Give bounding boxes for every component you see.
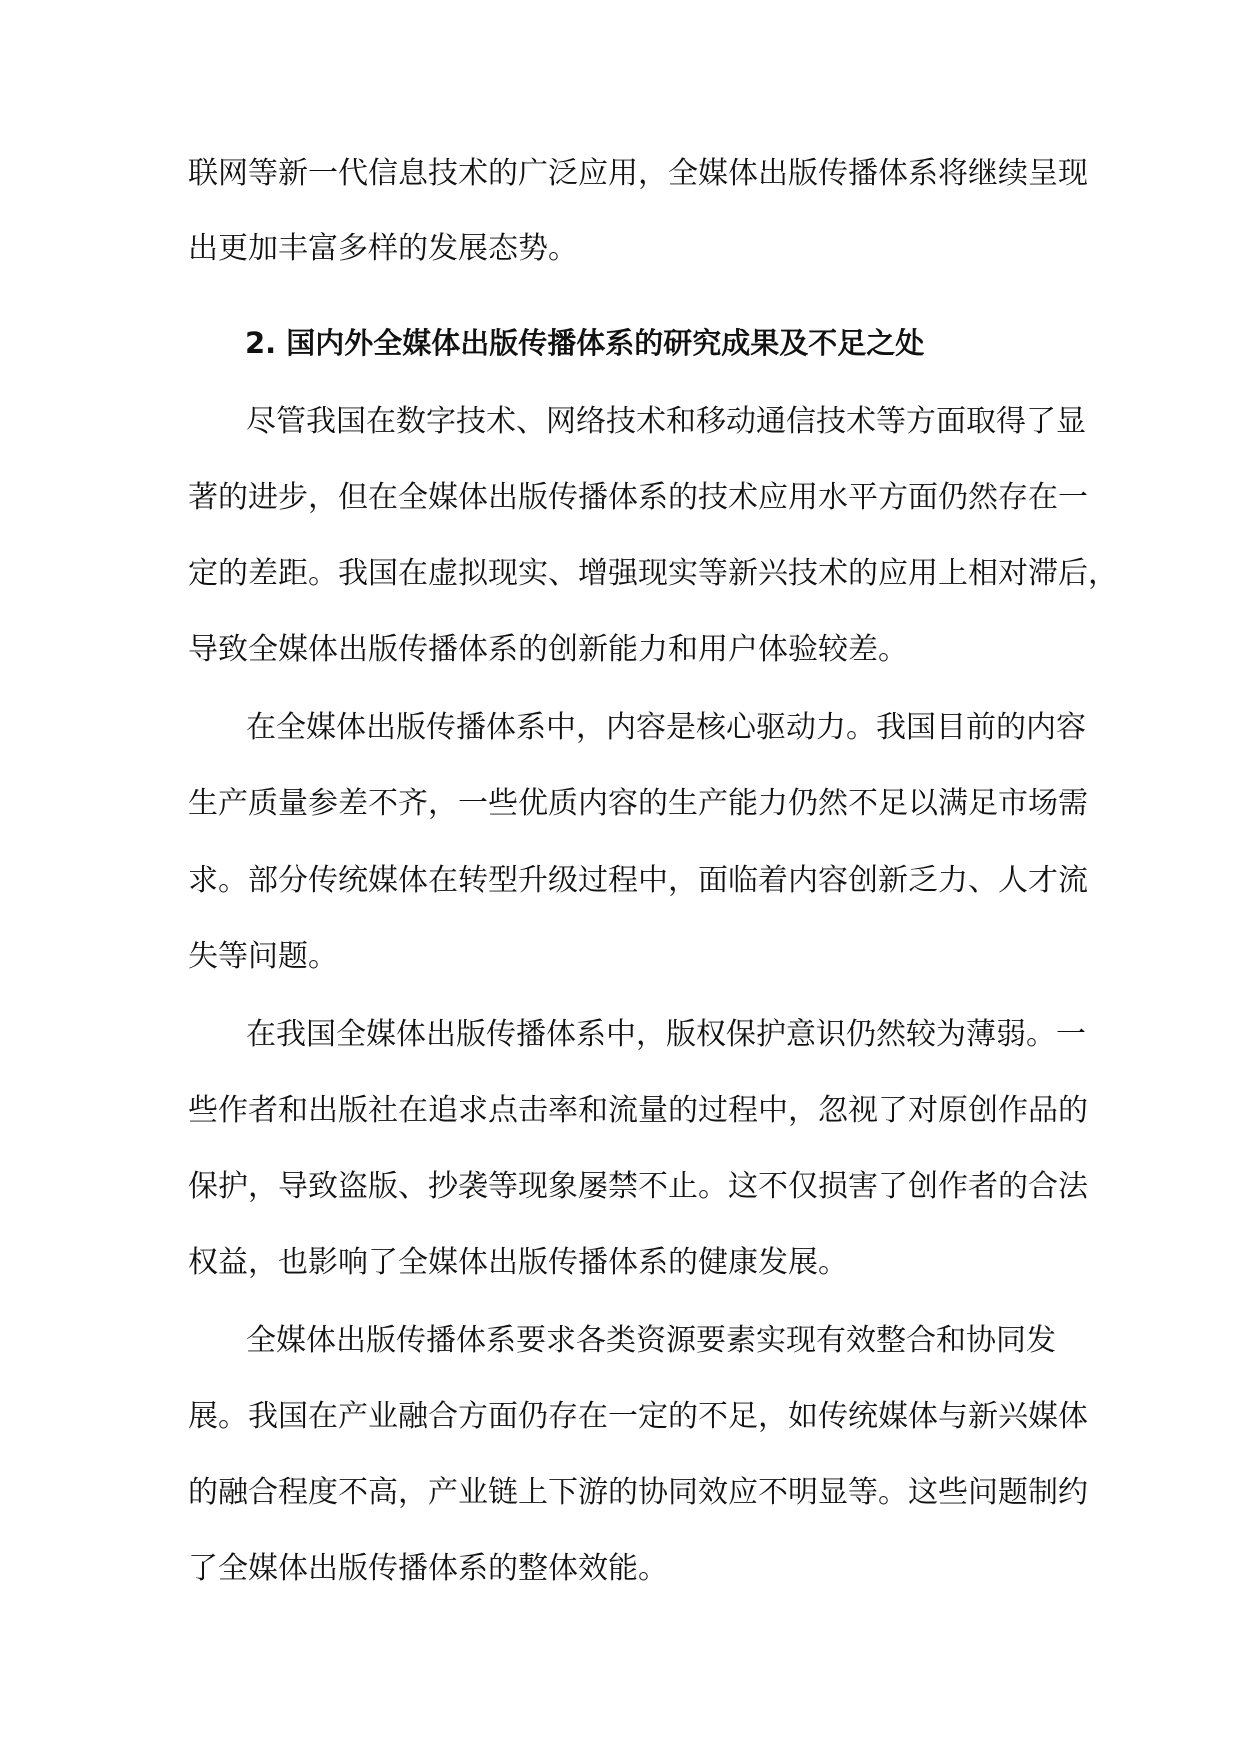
text-line: 著的进步，但在全媒体出版传播体系的技术应用水平方面仍然存在一	[188, 480, 1088, 515]
section-heading: 2. 国内外全媒体出版传播体系的研究成果及不足之处	[245, 326, 925, 360]
text-line: 失等问题。	[188, 939, 338, 974]
text-line: 些作者和出版社在追求点击率和流量的过程中，忽视了对原创作品的	[188, 1093, 1088, 1128]
text-line: 定的差距。我国在虚拟现实、增强现实等新兴技术的应用上相对滞后，	[188, 556, 1118, 591]
text-line: 保护，导致盗版、抄袭等现象屡禁不止。这不仅损害了创作者的合法	[188, 1169, 1088, 1204]
text-line: 出更加丰富多样的发展态势。	[188, 231, 578, 266]
text-line: 权益，也影响了全媒体出版传播体系的健康发展。	[188, 1245, 848, 1280]
text-line: 在我国全媒体出版传播体系中，版权保护意识仍然较为薄弱。一	[246, 1017, 1086, 1052]
text-line: 的融合程度不高，产业链上下游的协同效应不明显等。这些问题制约	[188, 1475, 1088, 1510]
text-line: 展。我国在产业融合方面仍存在一定的不足，如传统媒体与新兴媒体	[188, 1399, 1088, 1434]
text-line: 在全媒体出版传播体系中，内容是核心驱动力。我国目前的内容	[246, 710, 1086, 745]
text-line: 求。部分传统媒体在转型升级过程中，面临着内容创新乏力、人才流	[188, 863, 1088, 898]
text-line: 全媒体出版传播体系要求各类资源要素实现有效整合和协同发	[246, 1323, 1056, 1358]
text-line: 了全媒体出版传播体系的整体效能。	[188, 1551, 668, 1586]
text-line: 联网等新一代信息技术的广泛应用，全媒体出版传播体系将继续呈现	[188, 156, 1088, 191]
text-line: 生产质量参差不齐，一些优质内容的生产能力仍然不足以满足市场需	[188, 786, 1088, 821]
text-line: 导致全媒体出版传播体系的创新能力和用户体验较差。	[188, 632, 908, 667]
text-line: 尽管我国在数字技术、网络技术和移动通信技术等方面取得了显	[246, 404, 1086, 439]
